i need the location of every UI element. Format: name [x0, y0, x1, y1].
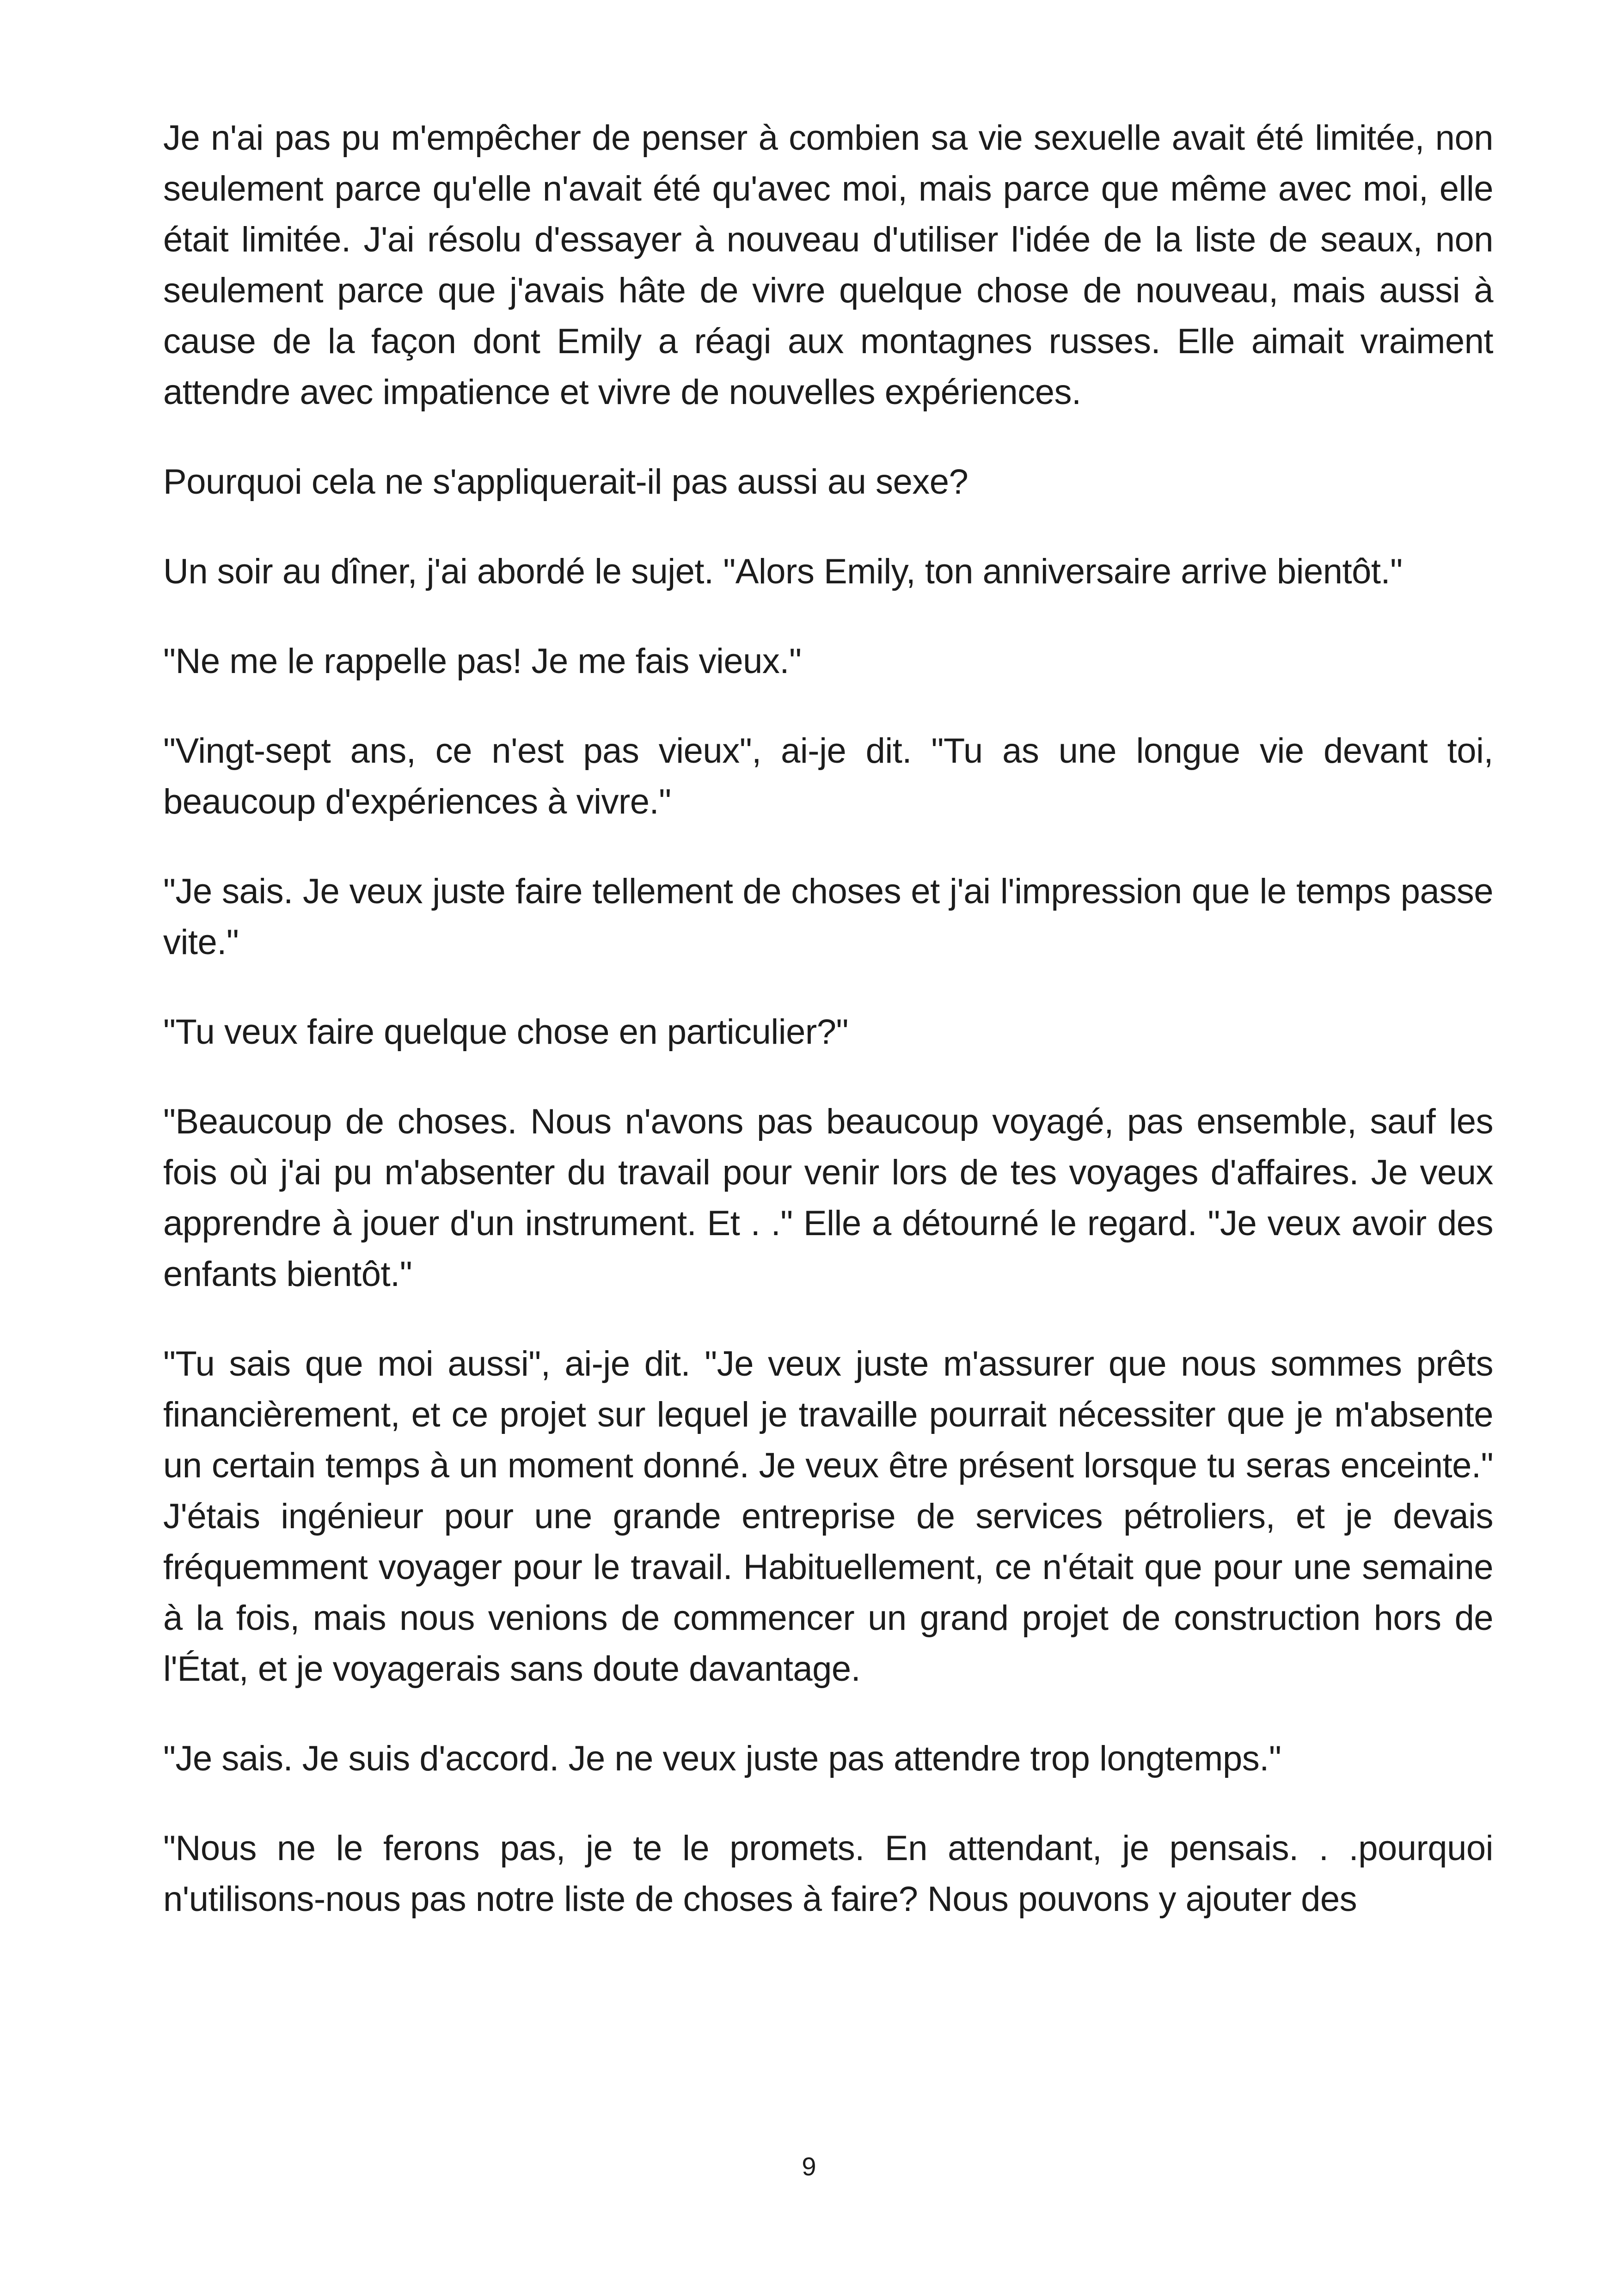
- paragraph-5: "Vingt-sept ans, ce n'est pas vieux", ai-je dit. "Tu as une longue vie devant toi, beaucoup d'expériences à vivre.": [163, 731, 1493, 821]
- paragraph-7: "Tu veux faire quelque chose en particulier?": [163, 1012, 848, 1052]
- paragraph-1: Je n'ai pas pu m'empêcher de penser à combien sa vie sexuelle avait été limitée, non seulement parce qu'elle n'avait été qu'avec moi, mais parce que même avec moi, elle était limitée. J'ai résolu d'essayer à nouveau d'utiliser l'idée de la liste de seaux, non seulement parce que j'avais hâte de vivre quelque chose de nouveau, mais aussi à cause de la façon dont Emily a réagi aux montagnes russes. Elle aimait vraiment attendre avec impatience et vivre de nouvelles expériences.: [163, 118, 1493, 412]
- paragraph-10: "Je sais. Je suis d'accord. Je ne veux juste pas attendre trop longtemps.": [163, 1739, 1281, 1778]
- paragraph-4: "Ne me le rappelle pas! Je me fais vieux.": [163, 642, 802, 681]
- paragraph-6: "Je sais. Je veux juste faire tellement de choses et j'ai l'impression que le temps passe vite.": [163, 872, 1493, 962]
- paragraph-3: Un soir au dîner, j'ai abordé le sujet. "Alors Emily, ton anniversaire arrive bientôt.": [163, 552, 1403, 591]
- paragraph-9: "Tu sais que moi aussi", ai-je dit. "Je veux juste m'assurer que nous sommes prêts financièrement, et ce projet sur lequel je travaille pourrait nécessiter que je m'absente un certain temps à un moment donné. Je veux être présent lorsque tu seras enceinte." J'étais ingénieur pour une grande entreprise de services pétroliers, et je devais fréquemment voyager pour le travail. Habituellement, ce n'était que pour une semaine à la fois, mais nous venions de commencer un grand projet de construction hors de l'État, et je voyagerais sans doute davantage.: [163, 1344, 1493, 1689]
- paragraph-11: "Nous ne le ferons pas, je te le promets. En attendant, je pensais. . .pourquoi n'utilisons-nous pas notre liste de choses à faire? Nous pouvons y ajouter des: [163, 1829, 1493, 1919]
- body-text: [163, 113, 1493, 1925]
- paragraph-8: "Beaucoup de choses. Nous n'avons pas beaucoup voyagé, pas ensemble, sauf les fois où j'ai pu m'absenter du travail pour venir lors de tes voyages d'affaires. Je veux apprendre à jouer d'un instrument. Et . ." Elle a détourné le regard. "Je veux avoir des enfants bientôt.": [163, 1102, 1493, 1294]
- page-number: 9: [802, 2152, 816, 2181]
- paragraph-2: Pourquoi cela ne s'appliquerait-il pas aussi au sexe?: [163, 462, 968, 502]
